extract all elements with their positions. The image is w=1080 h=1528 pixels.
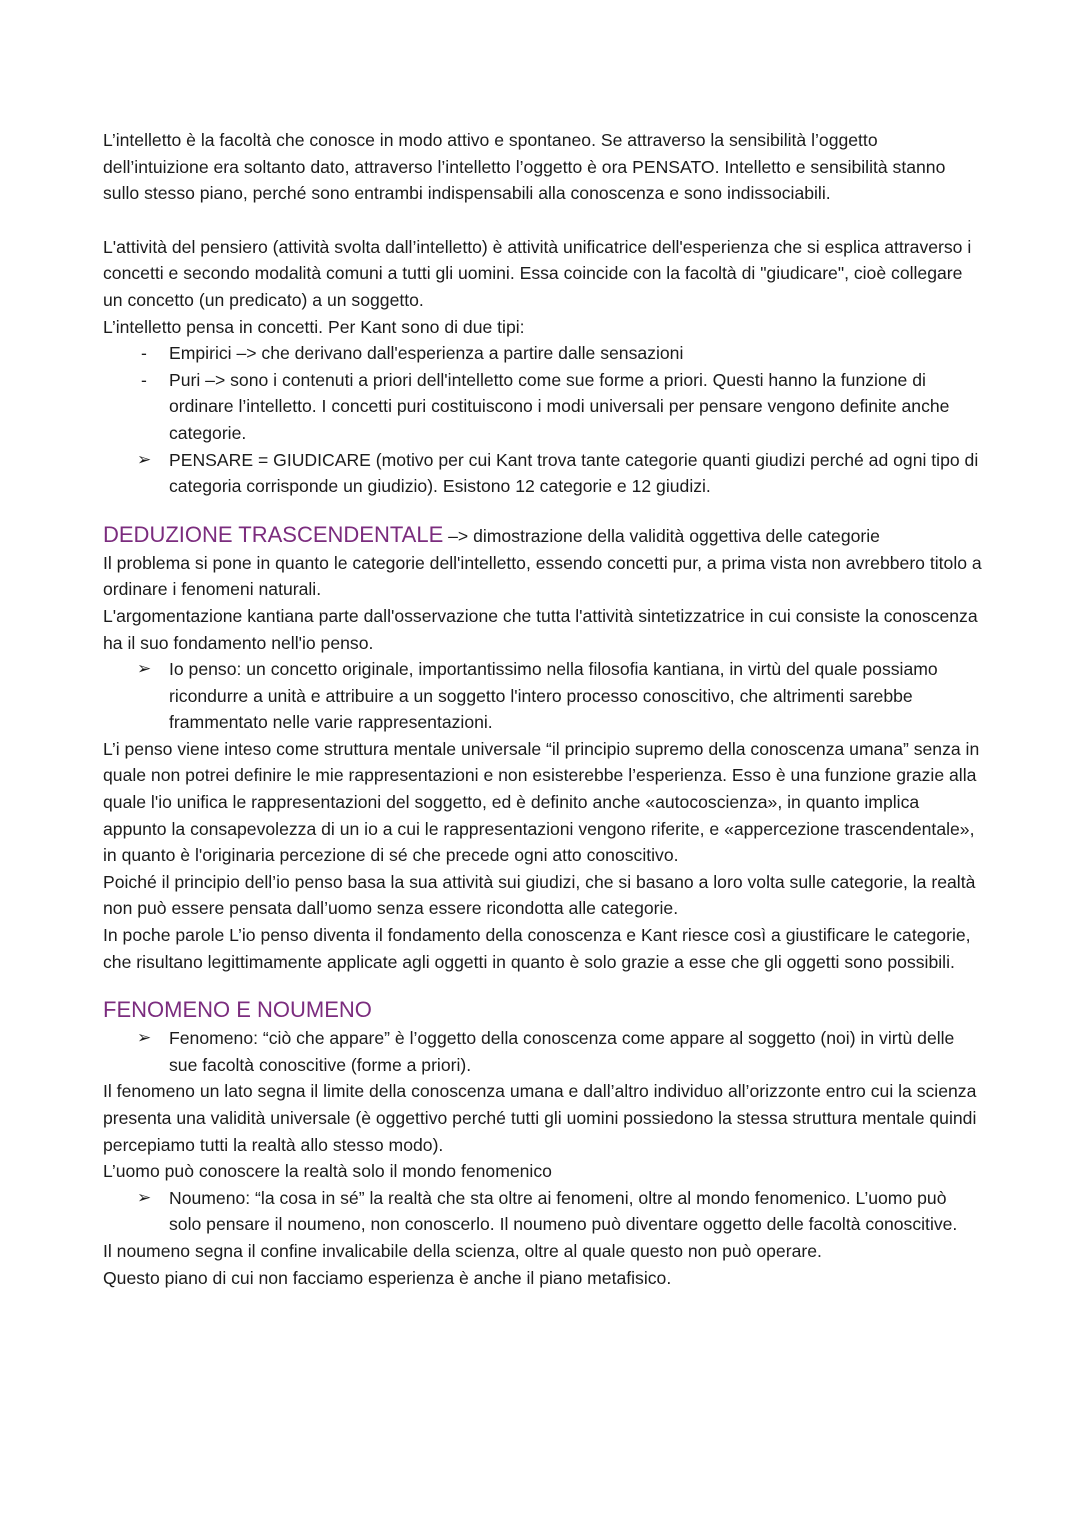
document-page <box>103 127 983 1291</box>
list-item-fenomeno <box>103 1025 983 1078</box>
dash-bullet-icon: - <box>141 369 147 390</box>
paragraph-intelletto-definition: L’intelletto è la facoltà che conosce in modo attivo e spontaneo. Se attraverso la sensibilità l’oggetto dell’intuizione era soltanto dato, attraverso l’intelletto l’oggetto è ora PENSATO. Intelletto e sensibilità stanno sullo stesso piano, perché sono entrambi indispensabili alla conoscenza e sono indissociabili. <box>103 130 946 204</box>
list-item-pensare-giudicare <box>103 447 983 500</box>
list-item-text: Noumeno: “la cosa in sé” la realtà che sta oltre ai fenomeni, oltre al mondo fenomenico. L’uomo può solo pensare il noumeno, non conoscerlo. Il noumeno può diventare oggetto delle facoltà conoscitive. <box>169 1187 958 1235</box>
paragraph-fenomeno-limite: Il fenomeno un lato segna il limite della conoscenza umana e dall’altro individuo all’orizzonte entro cui la scienza presenta una validità universale (è oggettivo perché tutti gli uomini possiedono la stessa struttura mentale quindi percepiamo tutti la realtà allo stesso modo). <box>103 1081 977 1155</box>
section-heading-deduzione: DEDUZIONE TRASCENDENTALE <box>103 521 444 547</box>
paragraph-principio-giudizi: Poiché il principio dell’io penso basa la sua attività sui giudizi, che si basano a loro volta sulle categorie, la realtà non può essere pensata dall’uomo senza essere ricondotta alle categorie. <box>103 871 976 919</box>
paragraph-argomentazione: L'argomentazione kantiana parte dall'osservazione che tutta l'attività sintetizzatrice in cui consiste la conoscenza ha il suo fondamento nell'io penso. <box>103 605 978 653</box>
paragraph-concetti-tipi: L’intelletto pensa in concetti. Per Kant sono di due tipi: <box>103 316 525 337</box>
list-item-text: Puri –> sono i contenuti a priori dell'intelletto come sue forme a priori. Questi hanno la funzione di ordinare l’intelletto. I concetti puri costituiscono i modi universali per pensare vengono definite anche categorie. <box>169 369 950 443</box>
io-penso-list <box>103 656 983 736</box>
list-item-text: PENSARE = GIUDICARE (motivo per cui Kant trova tante categorie quanti giudizi perché ad ogni tipo di categoria corrisponde un giudizio). Esistono 12 categorie e 12 giudizi. <box>169 449 979 497</box>
heading-deduzione-line <box>103 520 983 550</box>
list-item-puri <box>103 367 983 447</box>
concept-types-list <box>103 340 983 500</box>
list-item-text: Empirici –> che derivano dall'esperienza a partire dalle sensazioni <box>169 343 684 364</box>
section-heading-fenomeno-noumeno: FENOMENO E NOUMENO <box>103 997 372 1023</box>
heading-deduzione-subtitle: –> dimostrazione della validità oggettiva delle categorie <box>443 525 880 546</box>
paragraph-attivita-pensiero: L'attività del pensiero (attività svolta dall’intelletto) è attività unificatrice dell'esperienza che si esplica attraverso i concetti e secondo modalità comuni a tutti gli uomini. Essa coincide con la facoltà di "giudicare", cioè collegare un concetto (un predicato) a un soggetto. <box>103 236 972 310</box>
noumeno-list <box>103 1185 983 1238</box>
arrow-bullet-icon: ➢ <box>137 659 152 679</box>
arrow-bullet-icon: ➢ <box>137 449 152 469</box>
arrow-bullet-icon: ➢ <box>137 1187 152 1207</box>
list-item-text: Io penso: un concetto originale, importantissimo nella filosofia kantiana, in virtù del quale possiamo ricondurre a unità e attribuire a un soggetto l'intero processo conoscitivo, che altrimenti sarebbe frammentato nelle varie rappresentazioni. <box>169 659 938 733</box>
list-item-empirici <box>103 340 983 367</box>
paragraph-piano-metafisico: Questo piano di cui non facciamo esperienza è anche il piano metafisico. <box>103 1267 672 1288</box>
arrow-bullet-icon: ➢ <box>137 1028 152 1048</box>
list-item-io-penso <box>103 656 983 736</box>
fenomeno-list <box>103 1025 983 1078</box>
paragraph-problema: Il problema si pone in quanto le categorie dell'intelletto, essendo concetti pur, a prima vista non avrebbero titolo a ordinare i fenomeni naturali. <box>103 552 982 600</box>
paragraph-mondo-fenomenico: L’uomo può conoscere la realtà solo il mondo fenomenico <box>103 1161 552 1182</box>
list-item-noumeno <box>103 1185 983 1238</box>
paragraph-in-poche-parole: In poche parole L’io penso diventa il fondamento della conoscenza e Kant riesce così a giustificare le categorie, che risultano legittimamente applicate agli oggetti in quanto è solo grazie a esse che gli oggetti sono possibili. <box>103 925 971 972</box>
paragraph-io-penso-struttura: L’i penso viene inteso come struttura mentale universale “il principio supremo della conoscenza umana” senza in quale non potrei definire le mie rappresentazioni e non esisterebbe l’esperienza. Esso è una funzione grazie alla quale l'io unifica le rappresentazioni del soggetto, ed è definito anche «autocoscienza», in quanto implica appunto la consapevolezza di un io a cui le rappresentazioni vengono riferite, e «appercezione trascendentale», in quanto è l'originaria percezione di sé che precede ogni atto conoscitivo. <box>103 738 980 866</box>
paragraph-noumeno-confine: Il noumeno segna il confine invalicabile della scienza, oltre al quale questo non può operare. <box>103 1240 822 1261</box>
list-item-text: Fenomeno: “ciò che appare” è l’oggetto della conoscenza come appare al soggetto (noi) in virtù delle sue facoltà conoscitive (forme a priori). <box>169 1028 955 1075</box>
dash-bullet-icon: - <box>141 343 147 364</box>
